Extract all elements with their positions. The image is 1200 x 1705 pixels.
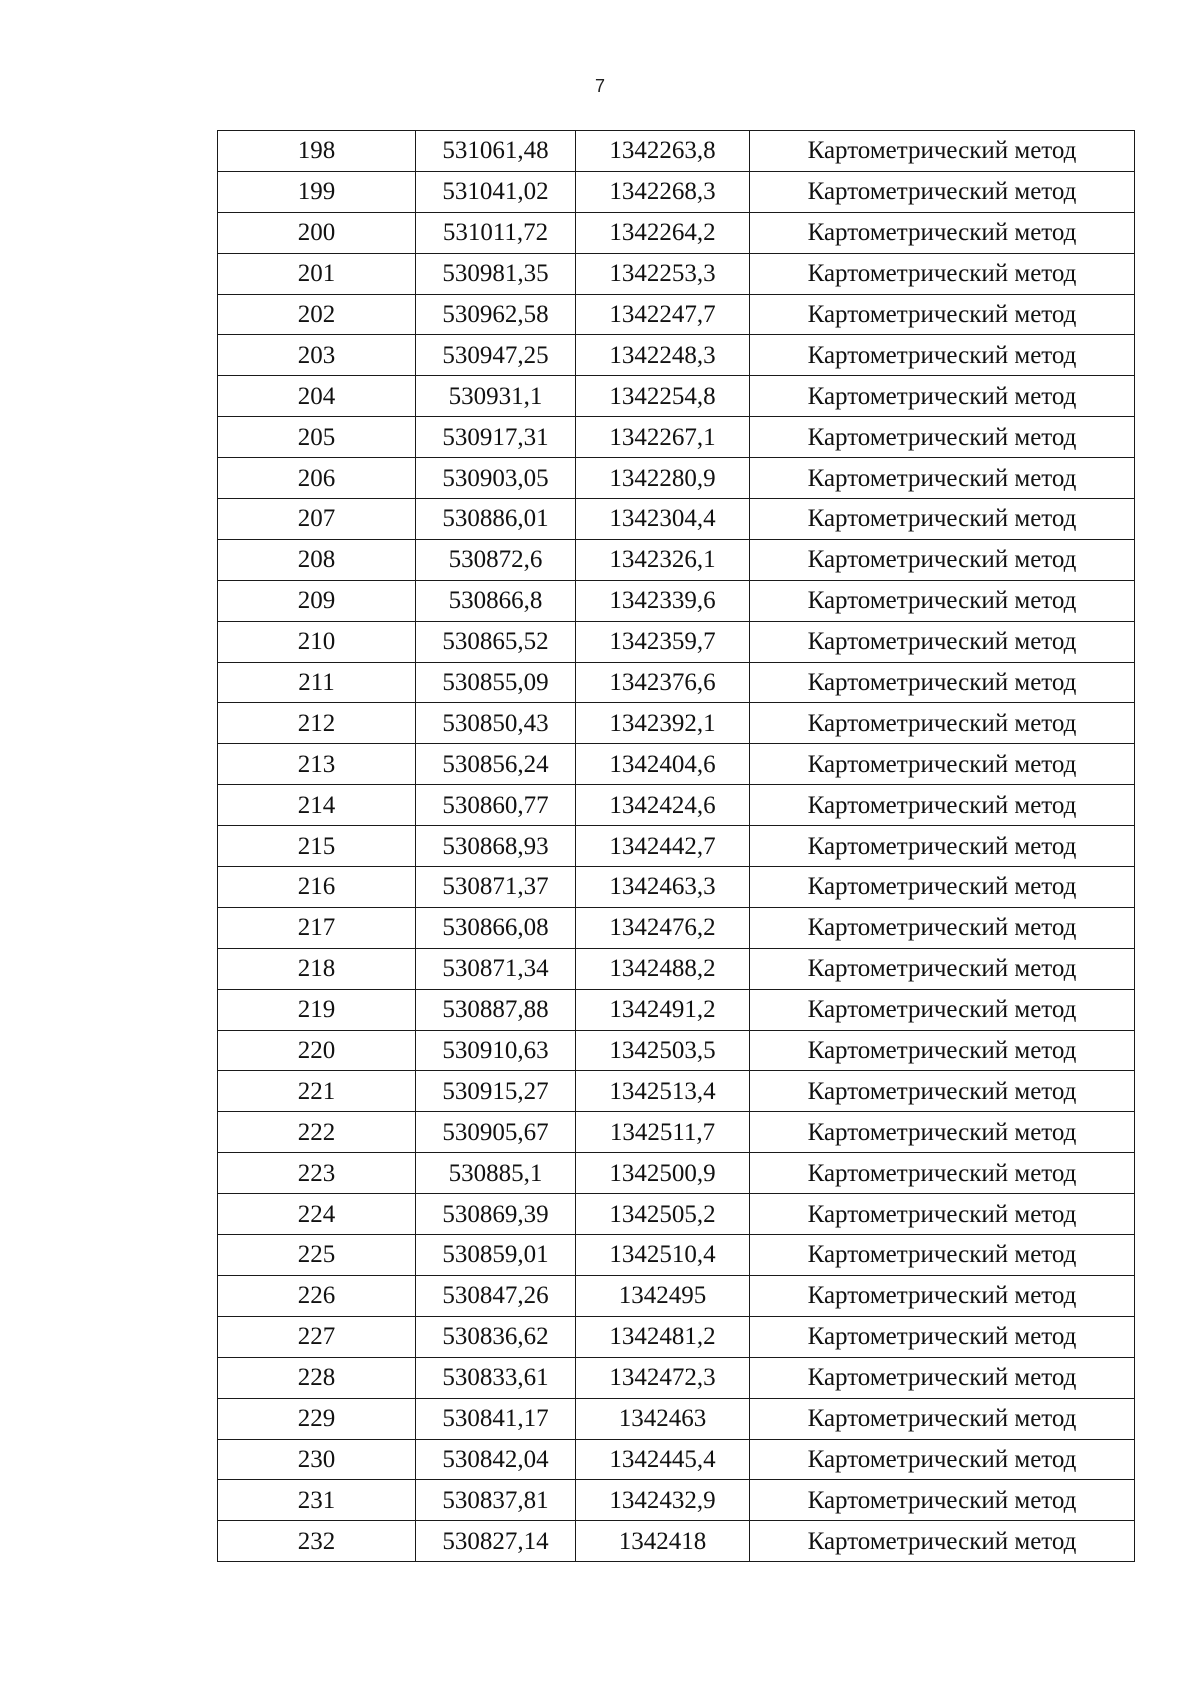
y-coordinate-cell: 1342424,6 — [576, 785, 750, 826]
y-coordinate-cell: 1342476,2 — [576, 907, 750, 948]
y-coordinate-cell: 1342392,1 — [576, 703, 750, 744]
point-number-cell: 203 — [218, 335, 416, 376]
point-number-cell: 227 — [218, 1316, 416, 1357]
x-coordinate-cell: 530827,14 — [416, 1521, 576, 1562]
x-coordinate-cell: 530866,08 — [416, 907, 576, 948]
method-cell: Картометрический метод — [750, 1153, 1135, 1194]
x-coordinate-cell: 530868,93 — [416, 826, 576, 867]
y-coordinate-cell: 1342503,5 — [576, 1030, 750, 1071]
point-number-cell: 211 — [218, 662, 416, 703]
method-cell: Картометрический метод — [750, 867, 1135, 908]
x-coordinate-cell: 530981,35 — [416, 253, 576, 294]
x-coordinate-cell: 530903,05 — [416, 458, 576, 499]
method-cell: Картометрический метод — [750, 1235, 1135, 1276]
point-number-cell: 214 — [218, 785, 416, 826]
point-number-cell: 210 — [218, 621, 416, 662]
table-row — [218, 1112, 1135, 1153]
y-coordinate-cell: 1342472,3 — [576, 1357, 750, 1398]
point-number-cell: 223 — [218, 1153, 416, 1194]
method-cell: Картометрический метод — [750, 1316, 1135, 1357]
y-coordinate-cell: 1342491,2 — [576, 989, 750, 1030]
x-coordinate-cell: 530842,04 — [416, 1439, 576, 1480]
point-number-cell: 228 — [218, 1357, 416, 1398]
method-cell: Картометрический метод — [750, 907, 1135, 948]
method-cell: Картометрический метод — [750, 212, 1135, 253]
x-coordinate-cell: 530885,1 — [416, 1153, 576, 1194]
point-number-cell: 205 — [218, 417, 416, 458]
x-coordinate-cell: 530869,39 — [416, 1194, 576, 1235]
point-number-cell: 202 — [218, 294, 416, 335]
x-coordinate-cell: 530962,58 — [416, 294, 576, 335]
method-cell: Картометрический метод — [750, 417, 1135, 458]
method-cell: Картометрический метод — [750, 1357, 1135, 1398]
method-cell: Картометрический метод — [750, 376, 1135, 417]
x-coordinate-cell: 531011,72 — [416, 212, 576, 253]
table-row — [218, 1316, 1135, 1357]
point-number-cell: 206 — [218, 458, 416, 499]
y-coordinate-cell: 1342404,6 — [576, 744, 750, 785]
y-coordinate-cell: 1342500,9 — [576, 1153, 750, 1194]
method-cell: Картометрический метод — [750, 703, 1135, 744]
point-number-cell: 213 — [218, 744, 416, 785]
method-cell: Картометрический метод — [750, 294, 1135, 335]
table-row — [218, 1439, 1135, 1480]
table-row — [218, 948, 1135, 989]
page-number: 7 — [594, 76, 605, 96]
table-row — [218, 703, 1135, 744]
y-coordinate-cell: 1342247,7 — [576, 294, 750, 335]
x-coordinate-cell: 531061,48 — [416, 131, 576, 172]
y-coordinate-cell: 1342511,7 — [576, 1112, 750, 1153]
method-cell: Картометрический метод — [750, 662, 1135, 703]
method-cell: Картометрический метод — [750, 539, 1135, 580]
point-number-cell: 226 — [218, 1275, 416, 1316]
y-coordinate-cell: 1342253,3 — [576, 253, 750, 294]
table-row — [218, 171, 1135, 212]
method-cell: Картометрический метод — [750, 785, 1135, 826]
method-cell: Картометрический метод — [750, 171, 1135, 212]
table-row — [218, 1235, 1135, 1276]
method-cell: Картометрический метод — [750, 580, 1135, 621]
method-cell: Картометрический метод — [750, 1112, 1135, 1153]
point-number-cell: 224 — [218, 1194, 416, 1235]
y-coordinate-cell: 1342254,8 — [576, 376, 750, 417]
point-number-cell: 204 — [218, 376, 416, 417]
table-row — [218, 1030, 1135, 1071]
point-number-cell: 232 — [218, 1521, 416, 1562]
point-number-cell: 219 — [218, 989, 416, 1030]
table-row — [218, 1480, 1135, 1521]
table-row — [218, 376, 1135, 417]
point-number-cell: 229 — [218, 1398, 416, 1439]
method-cell: Картометрический метод — [750, 1480, 1135, 1521]
coordinates-table — [217, 130, 1135, 1562]
y-coordinate-cell: 1342339,6 — [576, 580, 750, 621]
y-coordinate-cell: 1342376,6 — [576, 662, 750, 703]
x-coordinate-cell: 530871,34 — [416, 948, 576, 989]
x-coordinate-cell: 530850,43 — [416, 703, 576, 744]
y-coordinate-cell: 1342304,4 — [576, 499, 750, 540]
x-coordinate-cell: 530856,24 — [416, 744, 576, 785]
point-number-cell: 220 — [218, 1030, 416, 1071]
point-number-cell: 215 — [218, 826, 416, 867]
x-coordinate-cell: 530866,8 — [416, 580, 576, 621]
point-number-cell: 208 — [218, 539, 416, 580]
x-coordinate-cell: 530910,63 — [416, 1030, 576, 1071]
table-row — [218, 1153, 1135, 1194]
method-cell: Картометрический метод — [750, 989, 1135, 1030]
table-row — [218, 867, 1135, 908]
table-row — [218, 1275, 1135, 1316]
x-coordinate-cell: 531041,02 — [416, 171, 576, 212]
x-coordinate-cell: 530915,27 — [416, 1071, 576, 1112]
x-coordinate-cell: 530859,01 — [416, 1235, 576, 1276]
point-number-cell: 218 — [218, 948, 416, 989]
table-row — [218, 499, 1135, 540]
x-coordinate-cell: 530947,25 — [416, 335, 576, 376]
table-row — [218, 621, 1135, 662]
point-number-cell: 231 — [218, 1480, 416, 1521]
y-coordinate-cell: 1342495 — [576, 1275, 750, 1316]
method-cell: Картометрический метод — [750, 131, 1135, 172]
x-coordinate-cell: 530886,01 — [416, 499, 576, 540]
method-cell: Картометрический метод — [750, 826, 1135, 867]
y-coordinate-cell: 1342268,3 — [576, 171, 750, 212]
method-cell: Картометрический метод — [750, 948, 1135, 989]
x-coordinate-cell: 530931,1 — [416, 376, 576, 417]
y-coordinate-cell: 1342463 — [576, 1398, 750, 1439]
y-coordinate-cell: 1342267,1 — [576, 417, 750, 458]
table-row — [218, 580, 1135, 621]
y-coordinate-cell: 1342359,7 — [576, 621, 750, 662]
method-cell: Картометрический метод — [750, 1398, 1135, 1439]
point-number-cell: 209 — [218, 580, 416, 621]
table-row — [218, 826, 1135, 867]
x-coordinate-cell: 530841,17 — [416, 1398, 576, 1439]
y-coordinate-cell: 1342510,4 — [576, 1235, 750, 1276]
method-cell: Картометрический метод — [750, 1521, 1135, 1562]
x-coordinate-cell: 530865,52 — [416, 621, 576, 662]
method-cell: Картометрический метод — [750, 621, 1135, 662]
method-cell: Картометрический метод — [750, 1439, 1135, 1480]
table-row — [218, 1194, 1135, 1235]
method-cell: Картометрический метод — [750, 458, 1135, 499]
point-number-cell: 225 — [218, 1235, 416, 1276]
y-coordinate-cell: 1342513,4 — [576, 1071, 750, 1112]
point-number-cell: 230 — [218, 1439, 416, 1480]
y-coordinate-cell: 1342280,9 — [576, 458, 750, 499]
x-coordinate-cell: 530847,26 — [416, 1275, 576, 1316]
table-row — [218, 335, 1135, 376]
point-number-cell: 199 — [218, 171, 416, 212]
x-coordinate-cell: 530917,31 — [416, 417, 576, 458]
point-number-cell: 207 — [218, 499, 416, 540]
table-row — [218, 907, 1135, 948]
x-coordinate-cell: 530855,09 — [416, 662, 576, 703]
table-row — [218, 294, 1135, 335]
table-row — [218, 744, 1135, 785]
table-row — [218, 458, 1135, 499]
x-coordinate-cell: 530887,88 — [416, 989, 576, 1030]
table-row — [218, 1071, 1135, 1112]
table-row — [218, 417, 1135, 458]
table-row — [218, 1521, 1135, 1562]
point-number-cell: 222 — [218, 1112, 416, 1153]
x-coordinate-cell: 530836,62 — [416, 1316, 576, 1357]
method-cell: Картометрический метод — [750, 499, 1135, 540]
y-coordinate-cell: 1342432,9 — [576, 1480, 750, 1521]
table-row — [218, 989, 1135, 1030]
coordinates-table-body — [218, 131, 1135, 1562]
x-coordinate-cell: 530860,77 — [416, 785, 576, 826]
y-coordinate-cell: 1342248,3 — [576, 335, 750, 376]
x-coordinate-cell: 530872,6 — [416, 539, 576, 580]
table-row — [218, 539, 1135, 580]
y-coordinate-cell: 1342442,7 — [576, 826, 750, 867]
point-number-cell: 221 — [218, 1071, 416, 1112]
y-coordinate-cell: 1342263,8 — [576, 131, 750, 172]
table-row — [218, 131, 1135, 172]
table-row — [218, 662, 1135, 703]
y-coordinate-cell: 1342463,3 — [576, 867, 750, 908]
y-coordinate-cell: 1342445,4 — [576, 1439, 750, 1480]
method-cell: Картометрический метод — [750, 1194, 1135, 1235]
table-row — [218, 212, 1135, 253]
y-coordinate-cell: 1342488,2 — [576, 948, 750, 989]
method-cell: Картометрический метод — [750, 744, 1135, 785]
method-cell: Картометрический метод — [750, 253, 1135, 294]
point-number-cell: 217 — [218, 907, 416, 948]
point-number-cell: 201 — [218, 253, 416, 294]
method-cell: Картометрический метод — [750, 1030, 1135, 1071]
table-row — [218, 785, 1135, 826]
x-coordinate-cell: 530833,61 — [416, 1357, 576, 1398]
table-row — [218, 1398, 1135, 1439]
point-number-cell: 200 — [218, 212, 416, 253]
x-coordinate-cell: 530871,37 — [416, 867, 576, 908]
y-coordinate-cell: 1342481,2 — [576, 1316, 750, 1357]
point-number-cell: 212 — [218, 703, 416, 744]
y-coordinate-cell: 1342505,2 — [576, 1194, 750, 1235]
method-cell: Картометрический метод — [750, 1275, 1135, 1316]
method-cell: Картометрический метод — [750, 1071, 1135, 1112]
y-coordinate-cell: 1342264,2 — [576, 212, 750, 253]
point-number-cell: 216 — [218, 867, 416, 908]
y-coordinate-cell: 1342418 — [576, 1521, 750, 1562]
table-row — [218, 1357, 1135, 1398]
table-row — [218, 253, 1135, 294]
x-coordinate-cell: 530905,67 — [416, 1112, 576, 1153]
y-coordinate-cell: 1342326,1 — [576, 539, 750, 580]
point-number-cell: 198 — [218, 131, 416, 172]
x-coordinate-cell: 530837,81 — [416, 1480, 576, 1521]
method-cell: Картометрический метод — [750, 335, 1135, 376]
